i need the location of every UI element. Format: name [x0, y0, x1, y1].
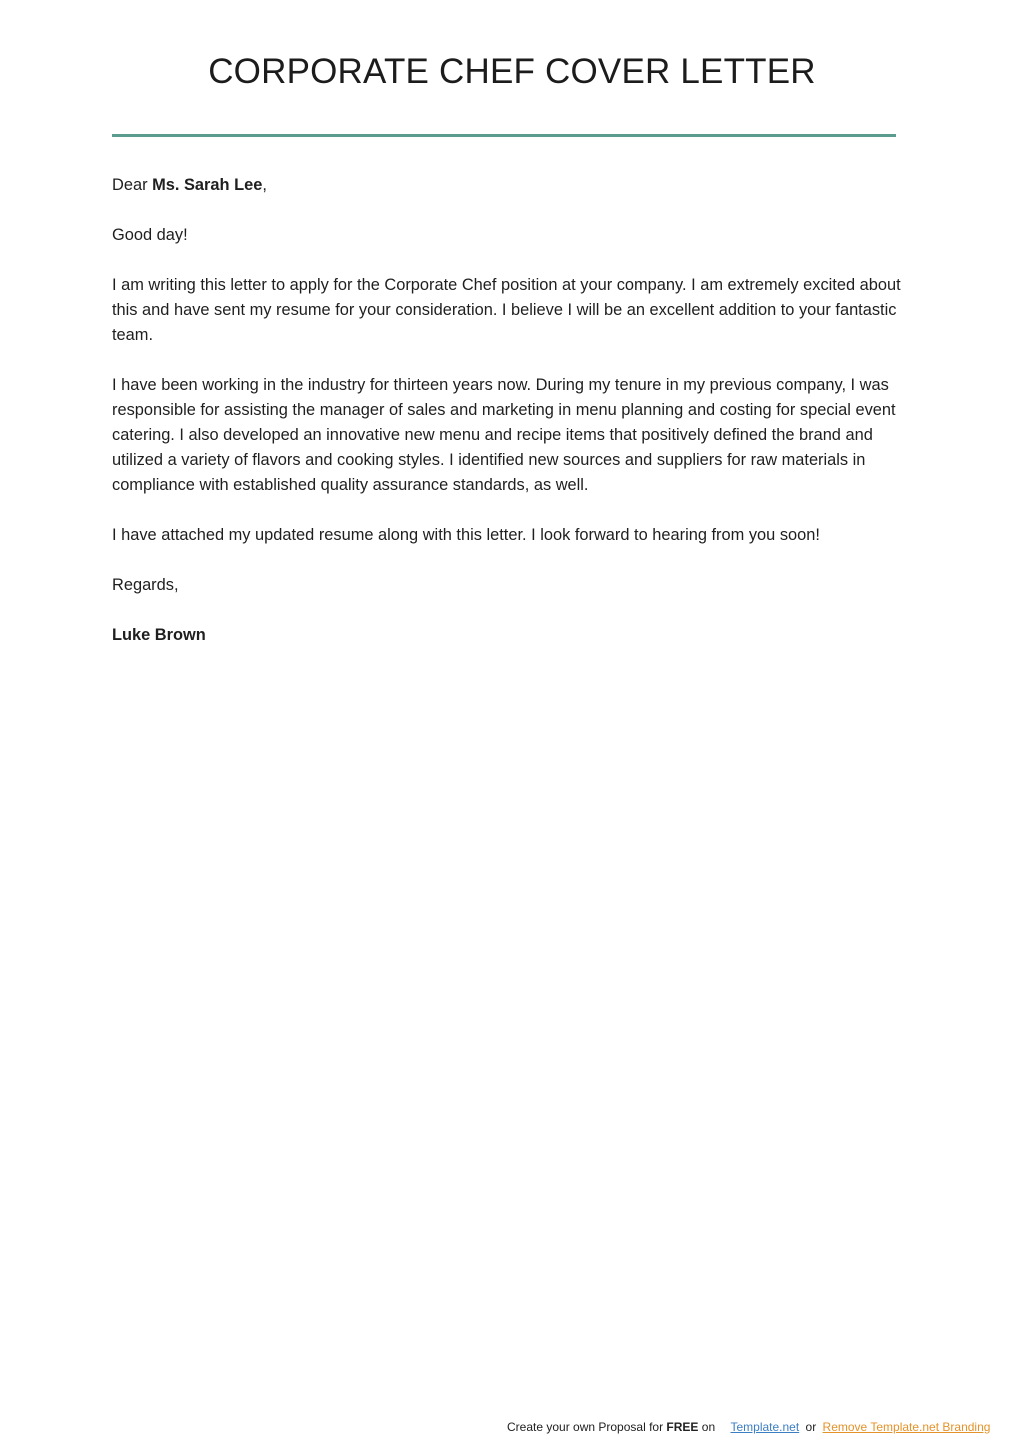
footer-free: FREE — [666, 1420, 699, 1434]
footer-or: or — [805, 1420, 817, 1434]
greeting: Good day! — [112, 226, 188, 244]
signature — [112, 623, 912, 648]
paragraph-intro: I am writing this letter to apply for the Corporate Chef position at your company. I am extremely excited about this and have sent my resume for your consideration. I believe I will be an excellent addition to your fantastic team. — [112, 276, 901, 344]
letter-body — [112, 173, 912, 673]
remove-branding-link[interactable]: Remove Template.net Branding — [822, 1420, 991, 1434]
salutation-suffix: , — [262, 176, 267, 194]
salutation-prefix: Dear — [112, 176, 153, 194]
salutation — [112, 173, 912, 198]
closing: Regards, — [112, 576, 179, 594]
footer-on: on — [698, 1420, 716, 1434]
paragraph-experience: I have been working in the industry for thirteen years now. During my tenure in my previous company, I was responsible for assisting the manager of sales and marketing in menu planning and costing for special event catering. I also developed an innovative new menu and recipe items that positively defined the brand and utilized a variety of flavors and cooking styles. I identified new sources and suppliers for raw materials in compliance with established quality assurance standards, as well. — [112, 376, 896, 494]
title-divider — [112, 134, 896, 137]
template-footer — [507, 1419, 990, 1435]
recipient-name: Ms. Sarah Lee — [152, 176, 263, 194]
template-net-link[interactable]: Template.net — [730, 1420, 800, 1434]
document-title: CORPORATE CHEF COVER LETTER — [208, 52, 816, 91]
footer-prefix: Create your own Proposal for — [507, 1420, 667, 1434]
paragraph-closing: I have attached my updated resume along with this letter. I look forward to hearing from you soon! — [112, 526, 820, 544]
signature-name: Luke Brown — [112, 626, 206, 644]
